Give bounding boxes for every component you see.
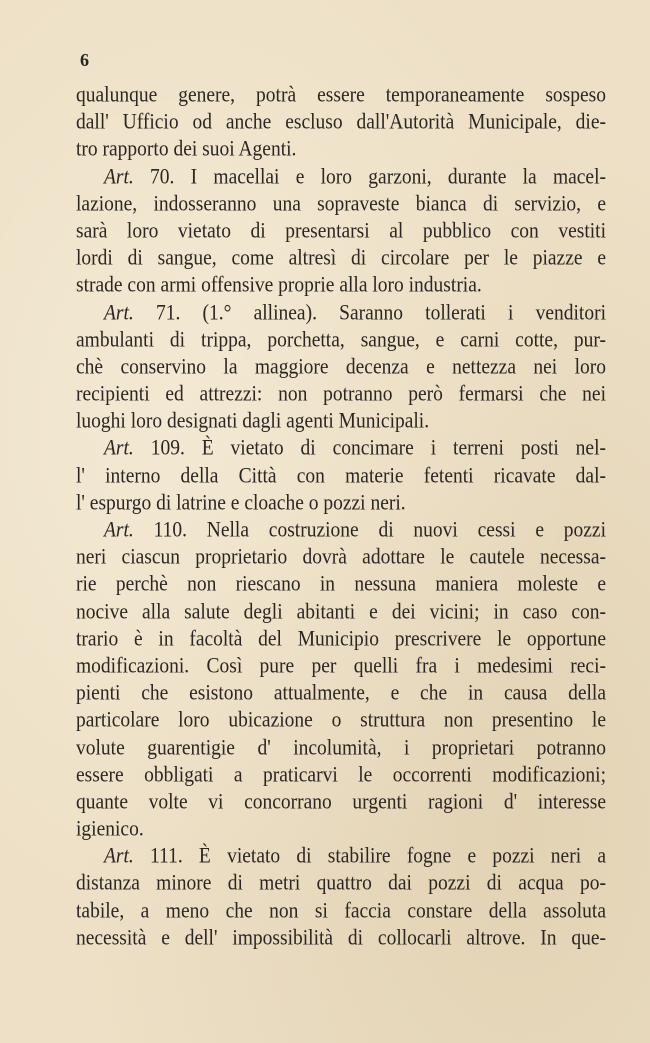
text-line	[76, 923, 606, 953]
article-label: Art.	[104, 301, 134, 325]
line-text: lordi di sangue, come altresì di circolare per le piazze e	[76, 246, 606, 271]
line-text: sarà loro vietato di presentarsi al pubblico con vestiti	[76, 219, 606, 244]
line-text: 70. I macellai e loro garzoni, durante la macel-	[133, 165, 606, 189]
text-line	[76, 189, 606, 219]
line-text: igienico.	[76, 817, 144, 842]
line-text: qualunque genere, potrà essere temporaneamente sospeso	[76, 83, 606, 108]
line-text: pienti che esistono attualmente, e che in causa della	[76, 681, 606, 706]
page-number: 6	[80, 50, 89, 70]
line-text: tro rapporto dei suoi Agenti.	[76, 138, 297, 162]
line-text: luoghi loro designati dagli agenti Municipali.	[76, 409, 430, 434]
line-text: particolare loro ubicazione o struttura non presentino le	[76, 709, 606, 733]
text-line	[76, 733, 606, 763]
text-line	[76, 80, 606, 110]
text-line	[76, 651, 606, 681]
article-heading-line	[76, 162, 606, 192]
text-line	[76, 814, 606, 844]
article-label: Art.	[104, 165, 134, 189]
text-line	[76, 896, 606, 926]
line-text: recipienti ed attrezzi: non potranno però fermarsi che nei	[76, 382, 606, 407]
text-line	[76, 271, 606, 301]
text-line	[76, 325, 606, 355]
text-line	[76, 760, 606, 790]
text-line	[76, 135, 606, 165]
line-text: nocive alla salute degli abitanti e dei vicini; in caso con-	[76, 600, 606, 624]
line-text: lazione, indosseranno una sopraveste bianca di servizio, e	[76, 192, 606, 216]
document-body	[76, 82, 606, 952]
line-text: quante volte vi concorrano urgenti ragioni d' interesse	[76, 790, 606, 815]
article-heading-line	[76, 515, 606, 545]
line-text: distanza minore di metri quattro dai pozzi di acqua po-	[76, 872, 606, 896]
line-text: 111. È vietato di stabilire fogne e pozzi neri a	[133, 844, 606, 869]
line-text: essere obbligati a praticarvi le occorrenti modificazioni;	[76, 763, 606, 787]
line-text: l' interno della Città con materie fetenti ricavate dal-	[76, 464, 606, 488]
line-text: trario è in facoltà del Municipio prescrivere le opportune	[76, 627, 606, 651]
line-text: necessità e dell' impossibilità di collocarli altrove. In que-	[76, 926, 606, 951]
text-line	[76, 216, 606, 246]
article-heading-line	[76, 298, 606, 328]
article-label: Art.	[104, 518, 134, 543]
line-text: rie perchè non riescano in nessuna maniera moleste e	[76, 573, 606, 597]
text-line	[76, 488, 606, 518]
line-text: l' espurgo di latrine e cloache o pozzi neri.	[76, 491, 406, 516]
text-line	[76, 787, 606, 817]
article-label: Art.	[104, 844, 134, 869]
line-text: neri ciascun proprietario dovrà adottare le cautele necessa-	[76, 545, 606, 570]
text-line	[76, 352, 606, 382]
line-text: ambulanti di trippa, porchetta, sangue, e carni cotte, pur-	[76, 328, 606, 352]
line-text: 110. Nella costruzione di nuovi cessi e pozzi	[133, 518, 606, 543]
text-line	[76, 624, 606, 654]
line-text: modificazioni. Così pure per quelli fra i medesimi reci-	[76, 654, 606, 679]
text-line	[76, 869, 606, 899]
text-line	[76, 461, 606, 491]
line-text: tabile, a meno che non si faccia constare della assoluta	[76, 899, 606, 923]
line-text: chè conservino la maggiore decenza e nettezza nei loro	[76, 355, 606, 380]
line-text: volute guarentigie d' incolumità, i proprietari potranno	[76, 736, 606, 760]
line-text: dall' Ufficio od anche escluso dall'Autorità Municipale, die-	[76, 110, 606, 135]
text-line	[76, 570, 606, 600]
article-heading-line	[76, 434, 606, 464]
text-line	[76, 379, 606, 409]
line-text: 71. (1.° allinea). Saranno tollerati i venditori	[133, 301, 606, 325]
line-text: 109. È vietato di concimare i terreni posti nel-	[133, 437, 606, 461]
article-label: Art.	[104, 437, 134, 461]
line-text: strade con armi offensive proprie alla loro industria.	[76, 274, 482, 298]
text-line	[76, 706, 606, 736]
text-line	[76, 597, 606, 627]
